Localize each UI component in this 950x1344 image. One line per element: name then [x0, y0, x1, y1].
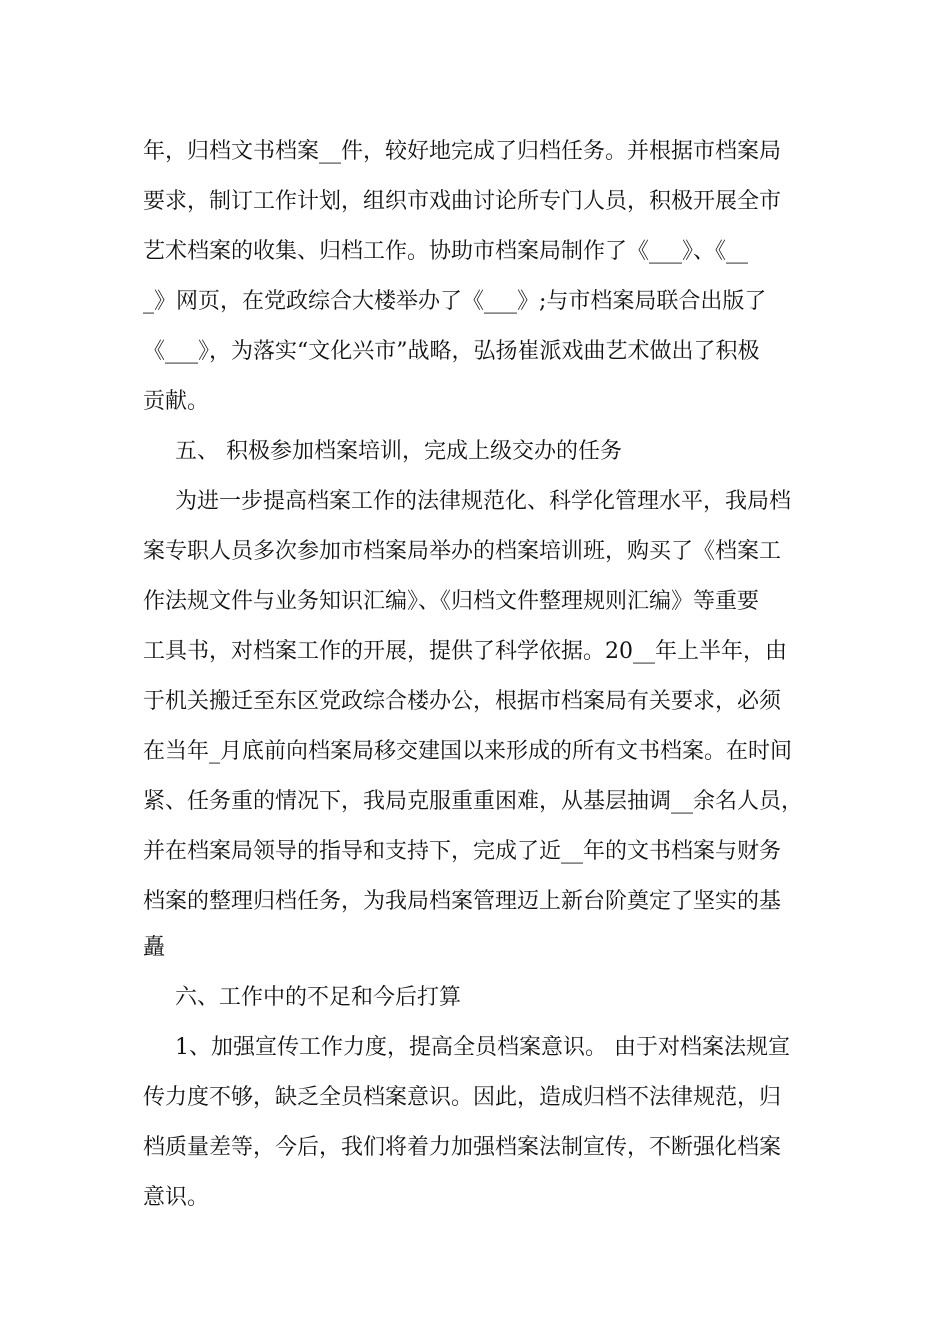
text-line: 意识。 [143, 1185, 210, 1210]
text-line: 并在档案局领导的指导和支持下，完成了近__年的文书档案与财务 [143, 839, 782, 864]
text-line: 案专职人员多次参加市档案局举办的档案培训班，购买了《档案工 [143, 539, 782, 564]
text-line: 《___》，为落实“文化兴市”战略，弘扬崔派戏曲艺术做出了积极 [143, 339, 760, 364]
text-line: 矗 [143, 935, 166, 960]
text-line: 档案的整理归档任务，为我局档案管理迈上新台阶奠定了坚实的基 [143, 889, 782, 914]
text-line: 在当年_月底前向档案局移交建国以来形成的所有文书档案。在时间 [143, 739, 793, 764]
text-line: 于机关搬迁至东区党政综合楼办公，根据市档案局有关要求，必须 [143, 689, 782, 714]
text-line: _》网页，在党政综合大楼举办了《___》;与市档案局联合出版了 [143, 289, 767, 314]
text-line: 要求，制订工作计划，组织市戏曲讨论所专门人员，积极开展全市 [143, 189, 782, 214]
text-line: 工具书，对档案工作的开展，提供了科学依据。20__年上半年，由 [143, 639, 787, 664]
text-line: 为进一步提高档案工作的法律规范化、科学化管理水平，我局档 [175, 489, 792, 514]
text-line: 贡献。 [143, 389, 210, 414]
text-line: 艺术档案的收集、归档工作。协助市档案局制作了《___》、《__ [143, 239, 749, 264]
text-line: 作法规文件与业务知识汇编》、《归档文件整理规则汇编》等重要 [143, 589, 760, 614]
section-heading: 六、工作中的不足和今后打算 [175, 985, 462, 1010]
text-line: 1、加强宣传工作力度，提高全员档案意识。 由于对档案法规宣 [175, 1035, 790, 1060]
text-line: 年，归档文书档案__件，较好地完成了归档任务。并根据市档案局 [143, 139, 782, 164]
section-heading: 五、 积极参加档案培训，完成上级交办的任务 [175, 439, 622, 464]
text-line: 紧、任务重的情况下，我局克服重重困难，从基层抽调__余名人员， [143, 789, 804, 814]
text-line: 档质量差等，今后，我们将着力加强档案法制宣传，不断强化档案 [143, 1135, 782, 1160]
text-line: 传力度不够，缺乏全员档案意识。因此，造成归档不法律规范，归 [143, 1085, 782, 1110]
